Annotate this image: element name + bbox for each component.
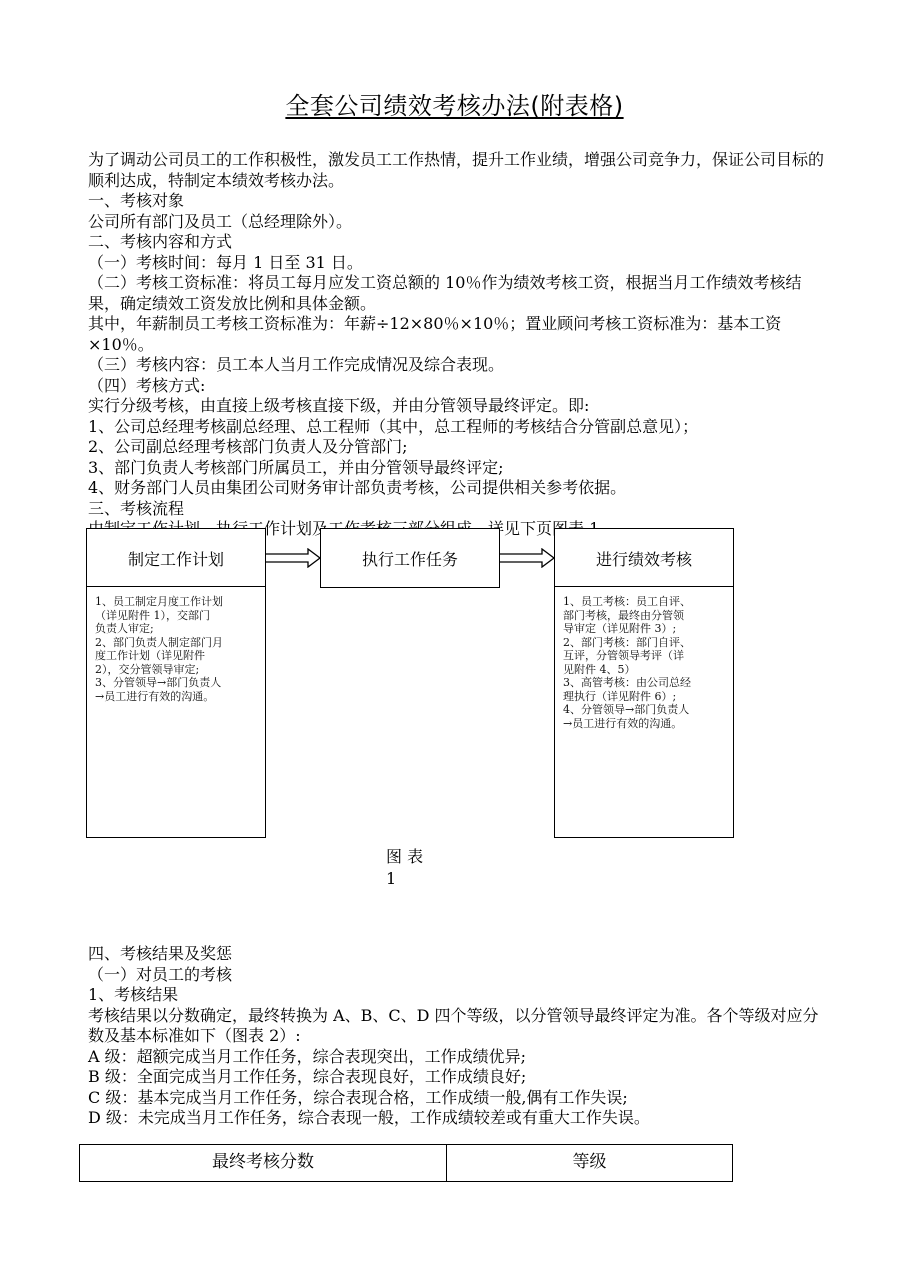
flow-box-assess-title [554, 528, 734, 588]
paragraph: 实行分级考核，由直接上级考核直接下级，并由分管领导最终评定。即: [88, 396, 590, 415]
paragraph: A 级：超额完成当月工作任务，综合表现突出，工作成绩优异; [88, 1046, 527, 1066]
paragraph: （二）考核工资标准：将员工每月应发工资总额的 10％作为绩效考核工资，根据当月工作绩效考核结果，确定绩效工资发放比例和具体金额。 [88, 273, 802, 313]
flow-detail-line: 1、员工制定月度工作计划 [95, 595, 223, 608]
paragraph: 考核结果以分数确定，最终转换为 A、B、C、D 四个等级，以分管领导最终评定为准。各个等级对应分数及基本标准如下（图表 2）: [88, 1005, 819, 1045]
paragraph: 四、考核结果及奖惩 [88, 944, 233, 963]
paragraph: 1、公司总经理考核副总经理、总工程师（其中，总工程师的考核结合分管副总意见）； [88, 416, 699, 436]
flow-detail-line: 理执行（详见附件 6）; [563, 689, 677, 703]
flow-detail-line: 3、分管领导→部门负责人 [95, 676, 222, 689]
flow-arrow-1 [266, 548, 322, 568]
flow-box-assess-detail [554, 586, 734, 838]
flow-detail-line: 1、员工考核：员工自评、 [563, 595, 691, 608]
body-section-1 [88, 150, 828, 540]
paragraph: （一）对员工的考核 [88, 964, 233, 984]
flow-detail-line: 2、部门考核：部门自评、 [563, 635, 691, 649]
flow-detail-line: 导审定（详见附件 3）; [563, 622, 677, 635]
table-header-row [80, 1145, 733, 1182]
paragraph: （四）考核方式: [88, 375, 206, 395]
flow-detail-line: 见附件 4、5） [563, 662, 636, 676]
paragraph: 三、考核流程 [88, 498, 185, 518]
flow-box-assess-label: 进行绩效考核 [595, 549, 692, 569]
paragraph: 公司所有部门及员工（总经理除外）。 [88, 211, 353, 231]
paragraph: 3、部门负责人考核部门所属员工，并由分管领导最终评定; [88, 457, 504, 477]
paragraph: C 级：基本完成当月工作任务，综合表现合格，工作成绩一般,偶有工作失误; [88, 1087, 628, 1107]
paragraph: 二、考核内容和方式 [88, 232, 233, 251]
figure-caption [386, 846, 423, 890]
flow-detail-line: （详见附件 1），交部门 [95, 608, 210, 622]
flow-detail-line: 互评，分管领导考评（详 [563, 649, 684, 662]
figure-caption-number: 1 [386, 869, 397, 888]
body-section-2 [88, 944, 828, 1129]
flow-box-plan-detail [86, 586, 266, 838]
paragraph: （一）考核时间：每月 1 日至 31 日。 [88, 252, 363, 272]
paragraph: D 级：未完成当月工作任务，综合表现一般，工作成绩较差或有重大工作失误。 [88, 1108, 650, 1127]
paragraph: 一、考核对象 [88, 191, 185, 210]
flow-detail-line: 度工作计划（详见附件 [95, 649, 205, 662]
paragraph: B 级：全面完成当月工作任务，综合表现良好，工作成绩良好; [88, 1067, 527, 1086]
flow-detail-line: →员工进行有效的沟通。 [95, 689, 215, 703]
paragraph: 1、考核结果 [88, 985, 179, 1004]
flow-detail-line: 2、部门负责人制定部门月 [95, 635, 223, 649]
document-title: 全套公司绩效考核办法(附表格) [285, 92, 624, 120]
flow-detail-line: 负责人审定; [95, 622, 154, 635]
paragraph: 其中，年薪制员工考核工资标准为：年薪÷12×80％×10％；置业顾问考核工资标准为：基本工资×10％。 [88, 314, 782, 354]
paragraph: 2、公司副总经理考核部门负责人及分管部门; [88, 437, 408, 456]
flow-box-plan-title [86, 528, 266, 588]
paragraph: （三）考核内容：员工本人当月工作完成情况及综合表现。 [88, 355, 505, 374]
flow-detail-line: →员工进行有效的沟通。 [563, 716, 683, 730]
paragraph: 4、财务部门人员由集团公司财务审计部负责考核，公司提供相关参考依据。 [88, 478, 627, 497]
flow-detail-line: 部门考核，最终由分管领 [563, 608, 684, 622]
table-header-score: 最终考核分数 [80, 1145, 447, 1182]
flow-box-plan-label: 制定工作计划 [127, 549, 224, 569]
figure-caption-label: 图 表 [386, 847, 424, 866]
flow-detail-line: 3、高管考核：由公司总经 [563, 676, 691, 689]
flow-box-execute-label: 执行工作任务 [361, 549, 458, 569]
flow-box-execute [320, 528, 500, 588]
flow-detail-line: 2），交分管领导审定; [95, 662, 200, 676]
flow-detail-line: 4、分管领导→部门负责人 [563, 703, 690, 716]
intro-paragraph: 为了调动公司员工的工作积极性，激发员工工作热情，提升工作业绩，增强公司竞争力，保证公司目标的顺利达成，特制定本绩效考核办法。 [88, 150, 825, 190]
grade-table [79, 1144, 733, 1182]
table-header-grade: 等级 [447, 1145, 733, 1182]
flow-arrow-2 [500, 548, 556, 568]
